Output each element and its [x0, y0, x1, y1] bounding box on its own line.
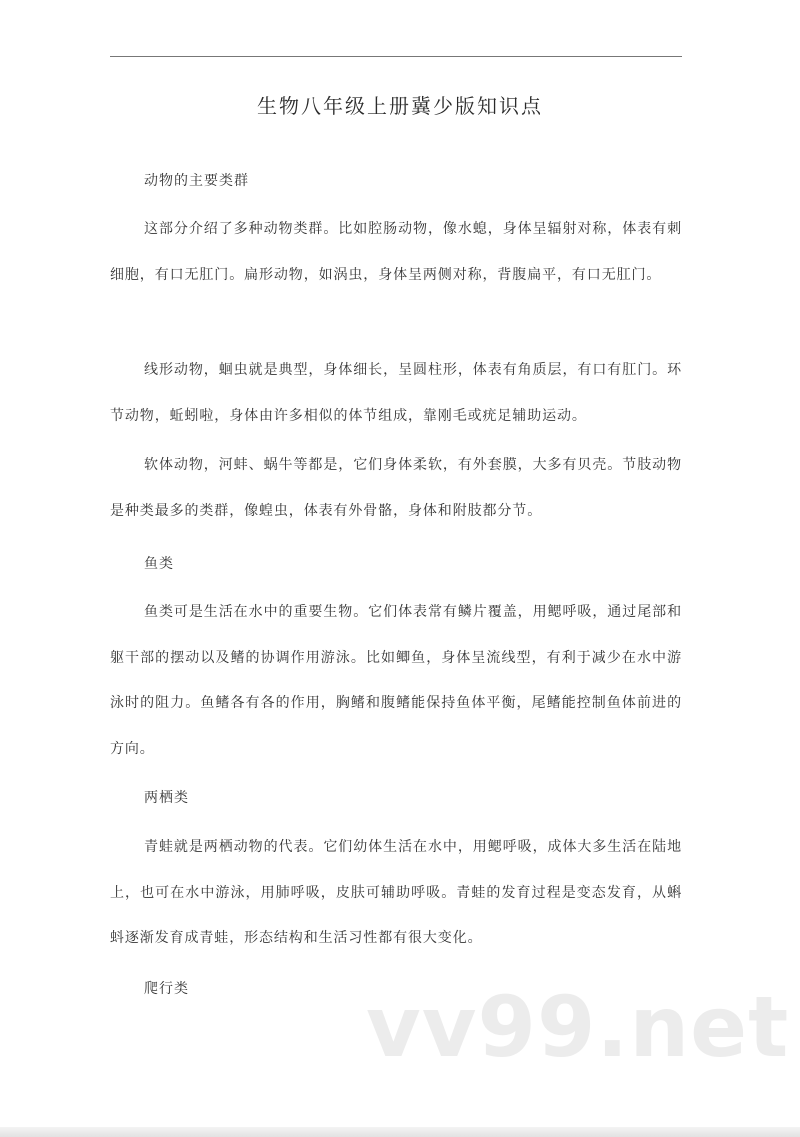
section-heading-animal-groups: 动物的主要类群	[144, 173, 249, 189]
section-heading-fish: 鱼类	[144, 556, 174, 572]
paragraph-animal-groups-3: 软体动物，河蚌、蜗牛等都是，它们身体柔软，有外套膜，大多有贝壳。节肢动物是种类最多的类群，像蝗虫，体表有外骨骼，身体和附肢都分节。	[110, 457, 682, 519]
paragraph-animal-groups-2: 线形动物，蛔虫就是典型，身体细长，呈圆柱形，体表有角质层，有口有肛门。环节动物，蚯蚓啦，身体由许多相似的体节组成，靠刚毛或疣足辅助运动。	[110, 362, 682, 424]
site-watermark: vv99.net	[366, 978, 790, 1076]
page-bottom-edge	[0, 1127, 800, 1137]
paragraph-fish: 鱼类可是生活在水中的重要生物。它们体表常有鳞片覆盖，用鳃呼吸，通过尾部和躯干部的摆动以及鳍的协调作用游泳。比如鲫鱼，身体呈流线型，有利于减少在水中游泳时的阻力。鱼鳍各有各的作用，胸鳍和腹鳍能保持鱼体平衡，尾鳍能控制鱼体前进的方向。	[110, 604, 682, 757]
section-heading-amphibians: 两栖类	[144, 790, 189, 806]
header-rule	[110, 56, 682, 57]
paragraph-animal-groups-1: 这部分介绍了多种动物类群。比如腔肠动物，像水螅，身体呈辐射对称，体表有刺细胞，有口无肛门。扁形动物，如涡虫，身体呈两侧对称，背腹扁平，有口无肛门。	[110, 221, 682, 283]
paragraph-amphibians: 青蛙就是两栖动物的代表。它们幼体生活在水中，用鳃呼吸，成体大多生活在陆地上，也可在水中游泳，用肺呼吸，皮肤可辅助呼吸。青蛙的发育过程是变态发育，从蝌蚪逐渐发育成青蛙，形态结构和生活习性都有很大变化。	[110, 839, 682, 946]
page-title: 生物八年级上册冀少版知识点	[257, 94, 543, 118]
section-heading-reptiles: 爬行类	[144, 981, 189, 997]
